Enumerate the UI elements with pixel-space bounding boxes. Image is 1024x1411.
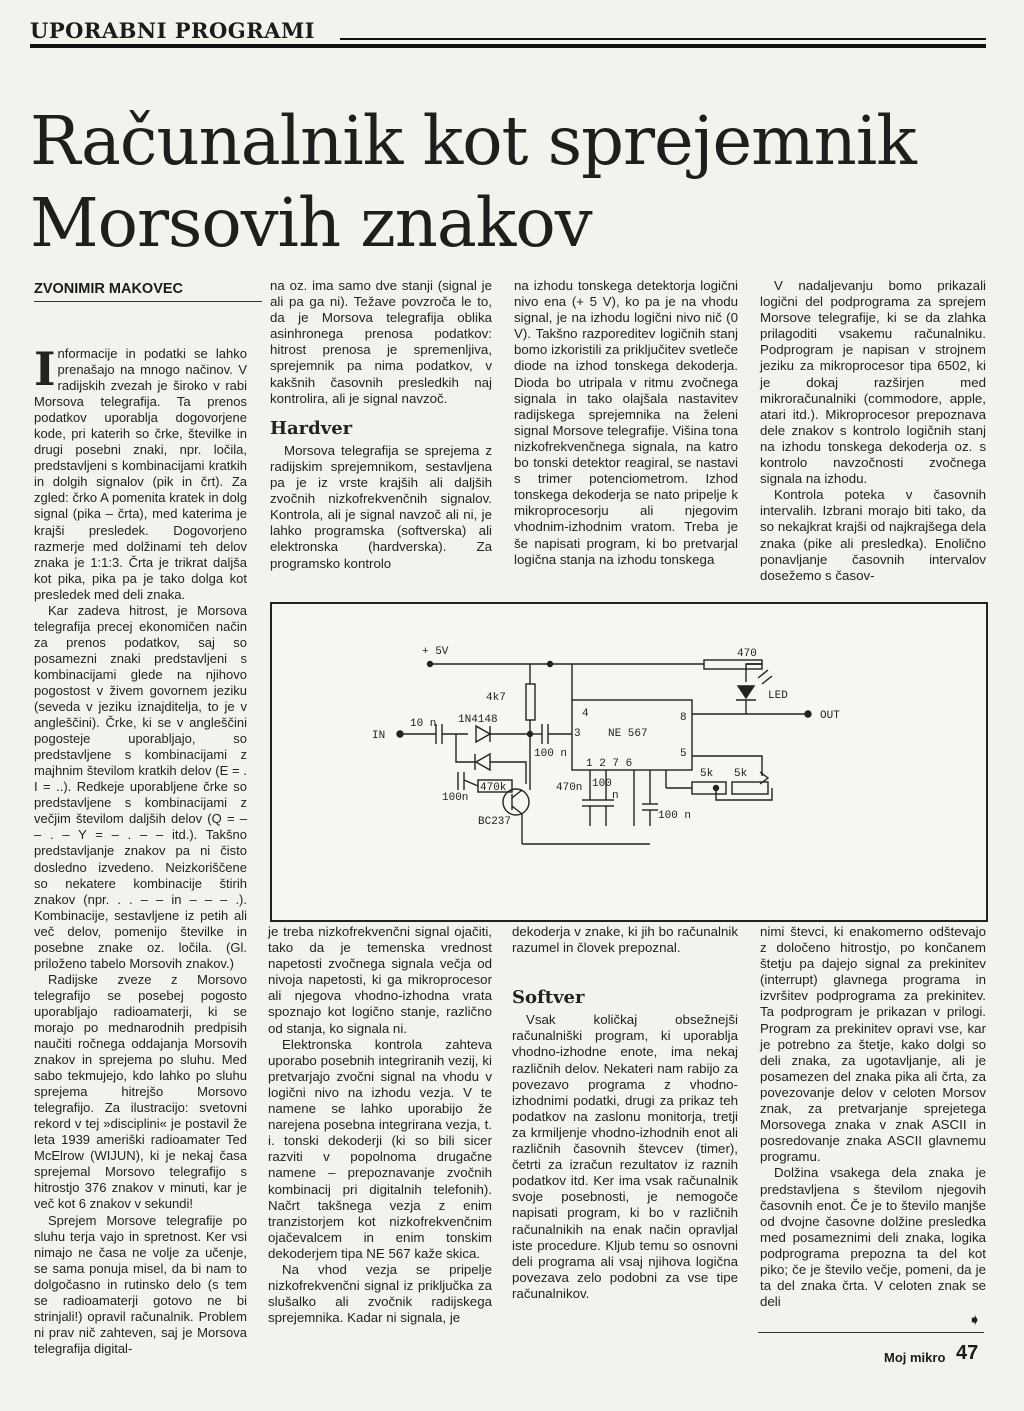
r470k-label: 470k bbox=[480, 782, 507, 794]
header-rule-thick bbox=[30, 44, 986, 48]
col4-paragraph-2: Kontrola poteka v časovnih intervalih. Izbrani morajo biti tako, da so nekajkrat krajši od najkrajšega dela znaka (pike ali presledka). Enolično ponavljanje časovnih intervalov dosežemo s časov- bbox=[760, 487, 986, 583]
col7-paragraph-2: Dolžina vsakega dela znaka je predstavljena s številom njegovih časovnih enot. Če je to število manjše od dvojne časovne dolžine presledka med posameznimi deli znaka, logika podprograma prepozna ta del kot piko; če je število večje, pomeni, da je ta del znaka črta. V celoten znak se deli bbox=[760, 1165, 986, 1310]
led-label: LED bbox=[768, 690, 788, 702]
c100n-c-label: 100 bbox=[592, 778, 612, 790]
diode-2 bbox=[476, 754, 490, 770]
col1-paragraph-1: Informacije in podatki se lahko prenašajo na mnogo načinov. V radijskih zvezah je široko v rabi Morsova telegrafija. Ta prenos podatkov uporablja dogovorjene kode, pri katerih so črke, številke in drugi posebni znaki, npr. ločila, predstavljeni s kombinacijami kratkih in dolgih signalov (pik in črt). Za zgled: črko A pomenita kratek in dolg signal (pika – črta), med katerima je krajši presledek. Dogovorjeno razmerje med dolžinami teh delov znaka je 1:1:3. Črta je trikrat daljša kot pika, pika pa je tako dolga kot presledek med deli znaka. bbox=[34, 342, 247, 602]
c100n-b-label: 100n bbox=[442, 792, 469, 804]
r470-label: 470 bbox=[737, 648, 757, 660]
col5-paragraph-1: je treba nizkofrekvenčni signal ojačiti, tako da je temenska vrednost napetosti zvočnega signala večja od nivoja napetosti, ki ga mikroprocesor ali njegova vhodno-izhodna vrata spoznajo kot logično stanje, različno od stanja, ko signala ni. bbox=[268, 924, 492, 1036]
footer-page-number: 47 bbox=[956, 1342, 979, 1364]
author-rule bbox=[34, 301, 262, 302]
col6-paragraph-1: dekoderja v znake, ki jih bo računalnik razumel in človek prepoznal. bbox=[512, 924, 738, 956]
subhead-hardver: Hardver bbox=[270, 417, 353, 439]
col2-paragraph-2: Morsova telegrafija se sprejema z radijskim sprejemnikom, sestavljena pa je iz vrste krajših ali daljših zvočnih nizkofrekvenčnih signalov. Kontrola, ali je signal navzoč ali ni, je lahko programska (softverska) ali elektronska (hardverska). Za programsko kontrolo bbox=[270, 442, 492, 571]
potentiometer-5k bbox=[732, 782, 768, 794]
section-header: UPORABNI PROGRAMI bbox=[30, 18, 316, 43]
title-line-1: Računalnik kot sprejemnik bbox=[30, 102, 916, 180]
out-node bbox=[805, 711, 811, 717]
footer-rule bbox=[758, 1332, 984, 1333]
dropcap: I bbox=[34, 342, 56, 396]
article-title bbox=[30, 100, 990, 264]
circuit-diagram bbox=[270, 602, 988, 922]
author: ZVONIMIR MAKOVEC bbox=[34, 281, 184, 297]
ic-label: NE 567 bbox=[608, 728, 648, 740]
r4k7-label: 4k7 bbox=[486, 692, 506, 704]
col7-paragraph-1: nimi števci, ki enakomerno odštevajo z določeno hitrostjo, po končanem štetju pa dajejo signal za prekinitev (interrupt) glavnega programa in izvršitev podprograma za prekinitev. Ta podprogram je prikazan v prilogi. Program za prekinitev opravi vse, kar je potrebno za štetje, kako dolgi so deli znaka, za ugotavljanje, ali je posamezen del znaka pika ali črta, za povezovanje delov v celoten Morsov znak, za pretvarjanje sprejetega Morsovega znaka v znak ASCII in posredovanje znaka ASCII glavnemu programu. bbox=[760, 924, 986, 1165]
pin-8: 8 bbox=[680, 712, 687, 724]
diode-label: 1N4148 bbox=[458, 714, 498, 726]
column-7 bbox=[760, 924, 986, 1310]
continue-arrow: ➧ bbox=[968, 1312, 982, 1329]
diode-1n4148 bbox=[476, 726, 490, 742]
resistor-5k bbox=[692, 782, 726, 794]
pot5k-label: 5k bbox=[734, 768, 748, 780]
resistor-4k7 bbox=[526, 684, 535, 720]
col1-paragraph-4: Sprejem Morsove telegrafije po sluhu terja vajo in spretnost. Ker vsi nimajo ne časa ne volje za učenje, se sama ponuja misel, da bi nam to dolgočasno in rutinsko delo (s tem se radioamaterji gotovo ne bi strinjali!) opravil računalnik. Problem ni prav nič zahteven, saj je Morsova telegrafija digital- bbox=[34, 1212, 247, 1356]
transistor-label: BC237 bbox=[478, 816, 512, 828]
col5-paragraph-3: Na vhod vezja se pripelje nizkofrekvenčni signal iz priključka za slušalko ali zvočnik radijskega sprejemnika. Kadar ni signala, je bbox=[268, 1261, 492, 1326]
column-2 bbox=[270, 278, 492, 572]
c100n-c-unit: n bbox=[612, 790, 619, 802]
column-4 bbox=[760, 278, 986, 584]
pin-5: 5 bbox=[680, 748, 687, 760]
column-6 bbox=[512, 924, 738, 1302]
title-line-2: Morsovih znakov bbox=[30, 184, 592, 262]
in-label: IN bbox=[372, 730, 386, 742]
out-label: OUT bbox=[820, 710, 840, 722]
column-5 bbox=[268, 924, 492, 1326]
pins-bottom: 1 2 7 6 bbox=[586, 758, 633, 770]
subhead-softver: Softver bbox=[512, 987, 585, 1009]
schematic-svg bbox=[272, 604, 986, 920]
transistor-bc237 bbox=[503, 789, 529, 815]
col4-paragraph-1: V nadaljevanju bomo prikazali logični del podprograma za sprejem Morsove telegrafije, ki se da zlahka prilagoditi vsakemu računalniku. Podprogram je napisan v strojnem jeziku za mikroprocesor tipa 6502, ki je dokaj razširjen med mikroračunalniki (commodore, apple, atari itd.). Mikroprocesor prepoznava dele znakov s kontrolo logičnih stanj na izhodu tonskega dekoderja oz. s kontrolo navzočnosti zvočnega signala na izhodu. bbox=[760, 278, 986, 487]
c470n-label: 470n bbox=[556, 782, 583, 794]
pin-3: 3 bbox=[574, 728, 581, 740]
column-3 bbox=[514, 278, 738, 568]
col1-paragraph-2: Kar zadeva hitrost, je Morsova telegrafija precej ekonomičen način za prenos podatkov, saj so posamezni znaki predstavljeni s kombinacijami glede na njihovo pogostost v živem govornem jeziku (seveda v jeziku iznajditelja, to je v angleščini). Črke, ki se v angleščini pogosteje uporabljajo, so predstavljene s kombinacijami z majhnim številom kratkih delov (E = . I = ..). Redkeje uporabljene črke so predstavljene s kombinacijami z večjim številom daljših delov (Q = – – . – Y = – . – – itd.). Takšno predstavljanje znakov pa ni čisto dosledno izvedeno. Neizkoriščene so nekatere kombinacije štirih znakov (npr. . . – – in – – – .). Kombinacije, sestavljene iz petih ali več delov, pomenijo številke in posebne znake oz. ločila. (Gl. priloženo tabelo Morsovih znakov.) bbox=[34, 602, 247, 971]
r5k-label: 5k bbox=[700, 768, 714, 780]
c100n-a-label: 100 n bbox=[534, 748, 568, 760]
c10n-label: 10 n bbox=[410, 718, 437, 730]
led-symbol bbox=[738, 686, 754, 698]
column-1 bbox=[34, 342, 247, 1357]
vcc-label: + 5V bbox=[422, 646, 449, 658]
pin-4: 4 bbox=[582, 708, 589, 720]
col1-paragraph-3: Radijske zveze z Morsovo telegrafijo se posebej pogosto uporabljajo radioamaterji, ki se morajo po mednarodnih predpisih naučiti ročnega oddajanja Morsovih znakov in sprejema po sluhu. Med sabo tekmujejo, kdo lahko po sluhu sprejema hitrejšo Morsovo telegrafijo. Za ilustracijo: svetovni rekord v tej »disciplini« je postavil že leta 1939 ameriški radioamater Ted McElrow (WIJUN), ki je nekaj časa sprejemal Morsovo telegrafijo s hitrostjo 376 znakov v minuti, kar je več kot 6 znakov v sekundi! bbox=[34, 971, 247, 1212]
col5-paragraph-2: Elektronska kontrola zahteva uporabo posebnih integriranih vezij, ki pretvarjajo zvočni signal na vhodu v logični nivo na izhodu vezja. V te namene se lahko uporabijo že narejena posebna integrirana vezja, t. i. tonski dekoderji (ki so bili sicer razviti v popolnoma drugačne namene – prepoznavanje zvočnih kombinacij pri digitalnih telefonih). Načrt takšnega vezja z enim tranzistorjem kot nizkofrekvenčnim ojačevalcem in enim tonskim dekoderjem tipa NE 567 kaže skica. bbox=[268, 1036, 492, 1261]
footer-magazine: Moj mikro bbox=[884, 1350, 946, 1365]
c100n-d-label: 100 n bbox=[658, 810, 692, 822]
col6-paragraph-2: Vsak količkaj obsežnejši računalniški program, ki uporablja vhodno-izhodne enote, ima nekaj različnih delov. Nekateri nam rabijo za povezavo programa z vhodno-izhodnimi podatki, drugi za prikaz teh podatkov na zaslonu monitorja, tretji za krmiljenje vhodno-izhodnih enot ali različnih časovnih števcev (timer), četrti za izračun rezultatov iz raznih podatkov itd. Ker ima vsak računalnik svoje posebnosti, je nemogoče napisati program, ki bo v različnih računalnikih na enak način opravljal iste procedure. Kljub temu so osnovni deli programa ali vsaj njihova logična povezava zelo podobni za vse tipe računalnikov. bbox=[512, 1012, 738, 1301]
col2-paragraph-1: na oz. ima samo dve stanji (signal je ali pa ga ni). Težave povzroča le to, da je Morsova telegrafija oblika asinhronega prenosa podatkov: hitrost prenosa je spremenljiva, sprejemnik pa nima podatkov, v kakšnih časovnih presledkih naj kontrolira, ali je signal navzoč. bbox=[270, 278, 492, 406]
header-rule-thin bbox=[340, 38, 986, 40]
col3-paragraph-1: na izhodu tonskega detektorja logični nivo ena (+ 5 V), ko pa je na vhodu signal, je na izhodu logični nivo nič (0 V). Takšno razporeditev logičnih stanj bomo izkoristili za priključitev svetleče diode na izhod tonskega dekoderja. Dioda bo utripala v ritmu zvočnega signala in tako olajšala nastavitev radijskega sprejemnika na želeni signal Morsove telegrafije. Višina tona nizkofrekvenčnega signala, na katro bo tonski detektor reagiral, se nastavi s trimer potenciometrom. Izhod tonskega dekoderja se nato pripelje k mikroprocesorju ali njegovim vhodnim-izhodnim vratom. Treba je še napisati program, ki bo pretvarjal logična stanja na izhodu tonskega bbox=[514, 278, 738, 567]
